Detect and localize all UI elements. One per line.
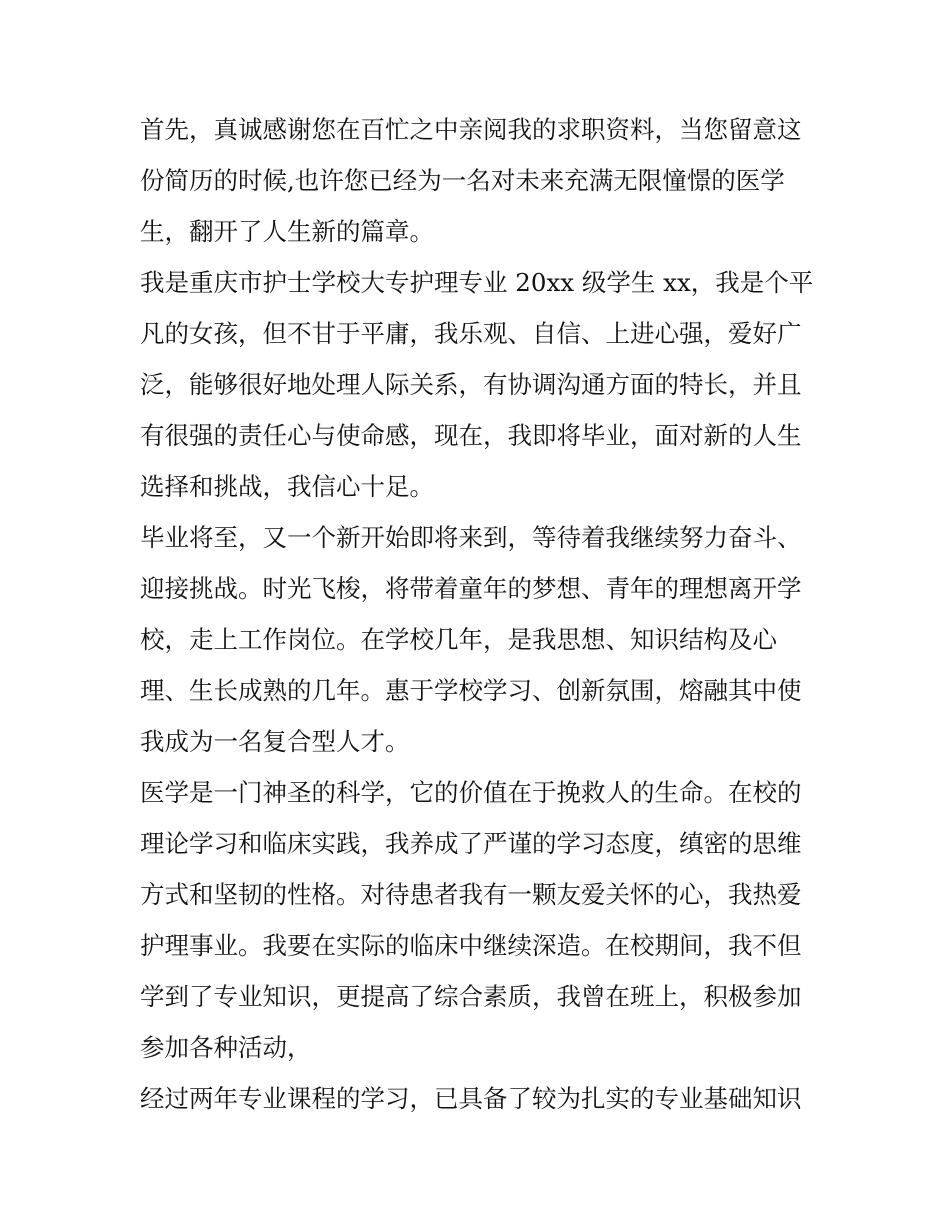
text-line: 迎接挑战。时光飞梭，将带着童年的梦想、青年的理想离开学 <box>140 574 802 603</box>
document-body <box>140 104 820 1124</box>
text-line: 理、生长成熟的几年。惠于学校学习、创新氛围，熔融其中使 <box>140 676 802 705</box>
text-line: 方式和坚韧的性格。对待患者我有一颗友爱关怀的心，我热爱 <box>140 880 802 909</box>
text-line: 校，走上工作岗位。在学校几年，是我思想、知识结构及心 <box>140 625 777 654</box>
text-line: 有很强的责任心与使命感，现在，我即将毕业，面对新的人生 <box>140 421 802 450</box>
text-line: 护理事业。我要在实际的临床中继续深造。在校期间，我不但 <box>140 931 802 960</box>
text-line: 毕业将至，又一个新开始即将来到，等待着我继续努力奋斗、 <box>140 523 802 552</box>
text-line: 理论学习和临床实践，我养成了严谨的学习态度，缜密的思维 <box>140 829 802 858</box>
text-line: 学到了专业知识，更提高了综合素质，我曾在班上，积极参加 <box>140 982 802 1011</box>
text-line: 泛，能够很好地处理人际关系，有协调沟通方面的特长，并且 <box>140 370 802 399</box>
text-line: 生，翻开了人生新的篇章。 <box>140 217 434 246</box>
text-line: 选择和挑战，我信心十足。 <box>140 472 434 501</box>
text-line: 我成为一名复合型人才。 <box>140 727 410 756</box>
text-line: 经过两年专业课程的学习，已具备了较为扎实的专业基础知识 <box>140 1084 802 1113</box>
text-line: 凡的女孩，但不甘于平庸，我乐观、自信、上进心强，爱好广 <box>140 319 802 348</box>
text-line: 医学是一门神圣的科学，它的价值在于挽救人的生命。在校的 <box>140 778 802 807</box>
text-line: 我是重庆市护士学校大专护理专业 20xx 级学生 xx，我是个平 <box>140 268 814 297</box>
text-line: 份简历的时候,也许您已经为一名对未来充满无限憧憬的医学 <box>140 166 785 195</box>
text-line: 首先，真诚感谢您在百忙之中亲阅我的求职资料，当您留意这 <box>140 115 802 144</box>
text-line: 参加各种活动， <box>140 1033 312 1062</box>
